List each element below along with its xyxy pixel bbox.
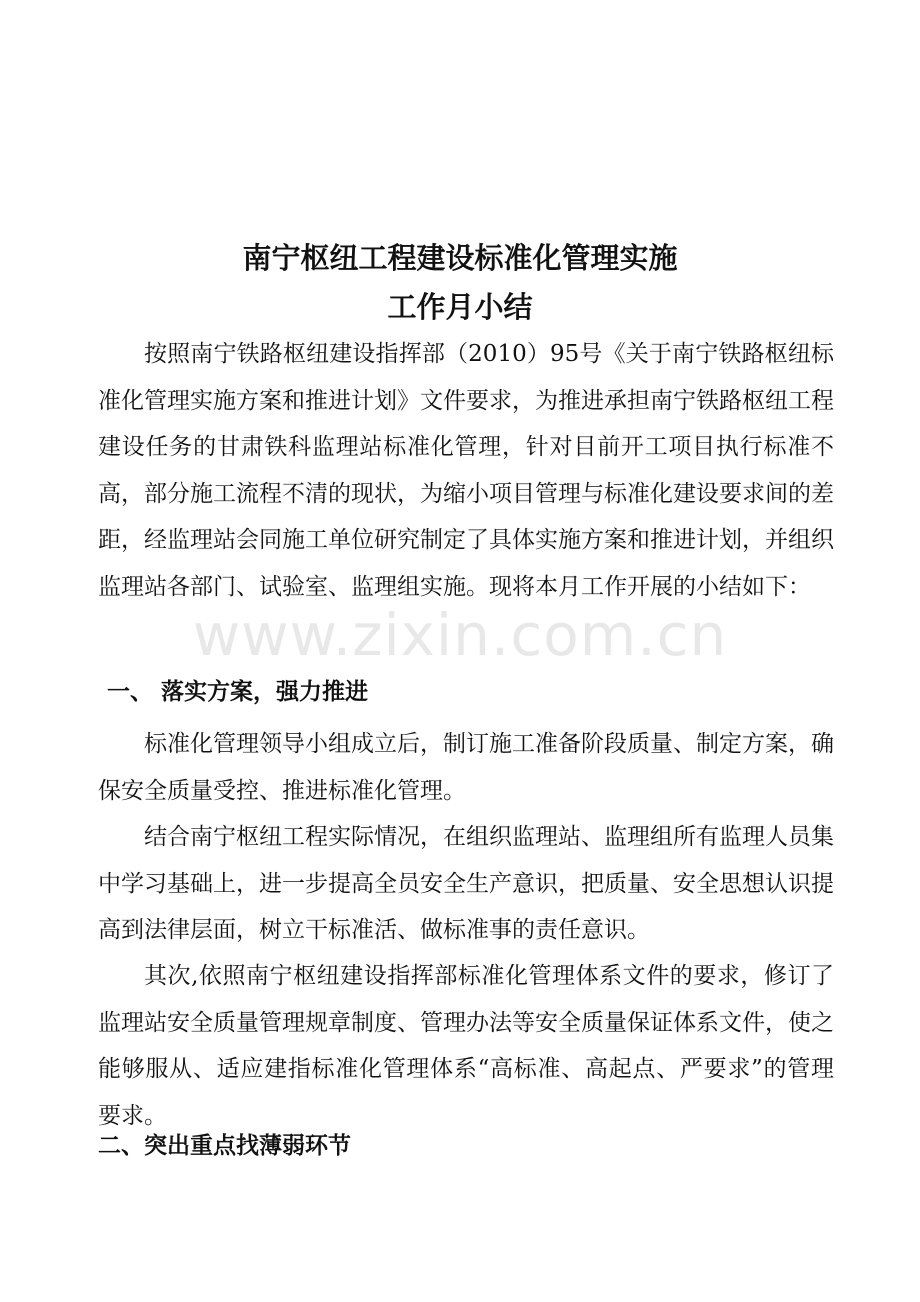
section1-paragraph-3: 其次,依照南宁枢纽建设指挥部标准化管理体系文件的要求，修订了监理站安全质量管理规章制度、管理办法等安全质量保证体系文件，使之能够服从、适应建指标准化管理体系“高标准、高起点、严要求”的管理要求。	[98, 963, 834, 1129]
section1-heading: 一、 落实方案，强力推进	[107, 678, 369, 705]
intro-paragraph: 按照南宁铁路枢纽建设指挥部（2010）95号《关于南宁铁路枢纽标准化管理实施方案和推进计划》文件要求，为推进承担南宁铁路枢纽工程建设任务的甘肃铁科监理站标准化管理，针对目前开工项目执行标准不高，部分施工流程不清的现状，为缩小项目管理与标准化建设要求间的差距，经监理站会同施工单位研究制定了具体实施方案和推进计划，并组织监理站各部门、试验室、监理组实施。现将本月工作开展的小结如下：	[98, 341, 834, 600]
section2-heading: 二、突出重点找薄弱环节	[98, 1132, 351, 1159]
section1-paragraph-2: 结合南宁枢纽工程实际情况，在组织监理站、监理组所有监理人员集中学习基础上，进一步提高全员安全生产意识，把质量、安全思想认识提高到法律层面，树立干标准活、做标准事的责任意识。	[98, 824, 834, 943]
section1-paragraph-1: 标准化管理领导小组成立后，制订施工准备阶段质量、制定方案，确保安全质量受控、推进标准化管理。	[98, 731, 834, 804]
document-title-line1: 南宁枢纽工程建设标准化管理实施	[242, 241, 678, 275]
document-title-line2: 工作月小结	[387, 290, 533, 324]
watermark: www.zixin.com.cn	[192, 601, 728, 669]
